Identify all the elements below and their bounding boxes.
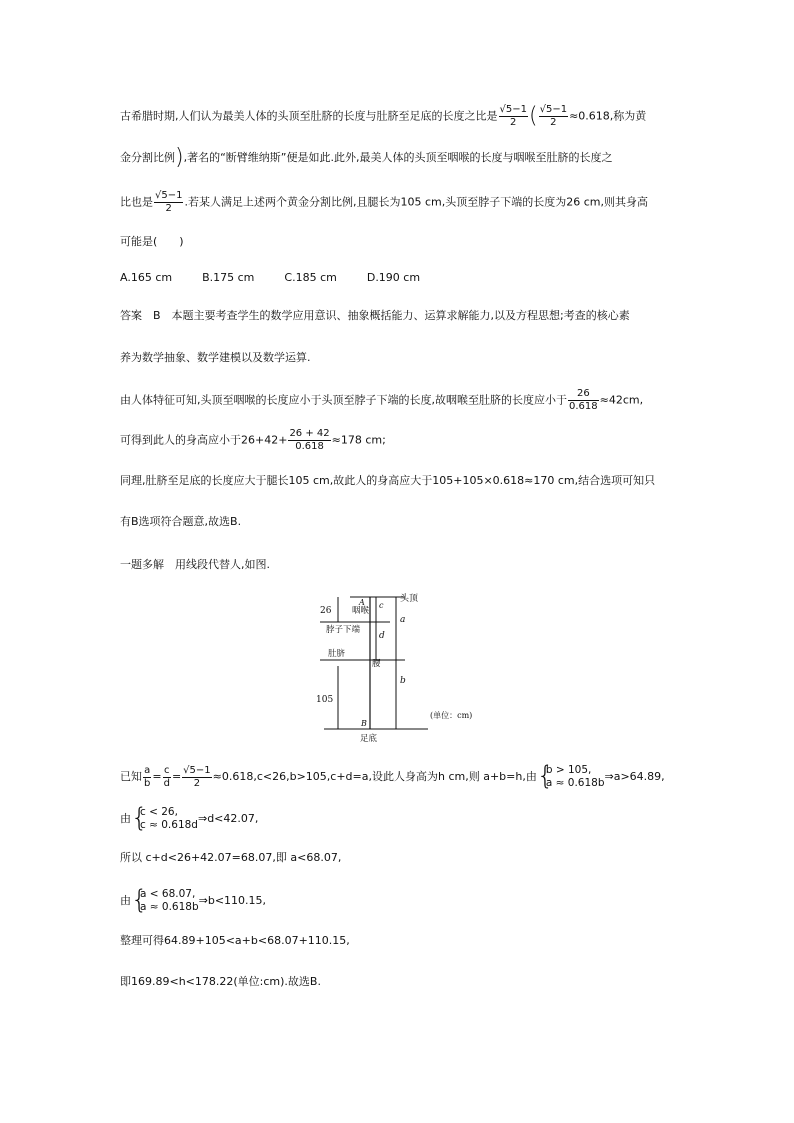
alt-line-1: 已知 $\frac{a}{b}$ = $\frac{c}{d}$ = $\frac{√5-1}{2}$ ≈0.618,c<26,b>105,c+d=a,设此人身高为h cm,则 a+b=h,由 { b > 105, a ≈ 0.618b ⇒a>64.89,: [120, 761, 665, 791]
label-sole: 足底: [360, 734, 378, 744]
label-b: b: [400, 676, 406, 686]
label-waist: 腰: [372, 659, 381, 669]
alt-line-2: 由 { c < 26, c ≈ 0.618d ⇒d<42.07,: [120, 803, 259, 833]
fraction: $\frac{√5-1}{2}$: [155, 190, 183, 214]
fraction: $\frac{c}{d}$: [163, 764, 170, 789]
alt-line-3: 所以 c+d<26+42.07=68.07,即 a<68.07,: [120, 851, 342, 864]
label-throat: 咽喉: [352, 606, 370, 616]
fraction: $\frac{√5-1}{2}$: [499, 104, 527, 128]
answer-line-2: 养为数学抽象、数学建模以及数学运算.: [120, 351, 311, 364]
alt-heading: 一题多解 用线段代替人,如图.: [120, 558, 270, 571]
equation-system: { a < 68.07, a ≈ 0.618b: [131, 885, 199, 915]
label-navel: 肚脐: [328, 649, 346, 659]
fraction: $\frac{√5-1}{2}$: [539, 104, 568, 128]
alt-line-6: 即169.89<h<178.22(单位:cm).故选B.: [120, 975, 321, 988]
option-a: A.165 cm: [120, 271, 173, 284]
label-neck: 脖子下端: [326, 625, 361, 635]
answer-line-5: 同理,肚脐至足底的长度应大于腿长105 cm,故此人的身高应大于105+105×0.618≈170 cm,结合选项可知只: [120, 474, 656, 487]
fraction: $\frac{26}{0.618}$: [569, 388, 598, 412]
label-26: 26: [320, 606, 332, 616]
question-line-3: 比也是 $\frac{√5-1}{2}$ .若某人满足上述两个黄金分割比例,且腿长为105 cm,头顶至脖子下端的长度为26 cm,则其身高: [120, 190, 648, 214]
option-b: B.175 cm: [202, 271, 255, 284]
question-line-1: 古希腊时期,人们认为最美人体的头顶至肚脐的长度与肚脐至足底的长度之比是 $\frac{√5-1}{2}$ ( $\frac{√5-1}{2}$ ≈0.618,称为黄: [120, 103, 647, 129]
alt-line-5: 整理可得64.89+105<a+b<68.07+110.15,: [120, 934, 350, 947]
answer-line-1: 答案 B 本题主要考查学生的数学应用意识、抽象概括能力、运算求解能力,以及方程思想;考查的核心素: [120, 309, 630, 322]
label-B: B: [361, 719, 367, 728]
option-d: D.190 cm: [366, 271, 421, 284]
answer-line-3: 由人体特征可知,头顶至咽喉的长度应小于头顶至脖子下端的长度,故咽喉至肚脐的长度应小于 $\frac{26}{0.618}$ ≈42cm,: [120, 388, 644, 412]
alt-line-4: 由 { a < 68.07, a ≈ 0.618b ⇒b<110.15,: [120, 885, 267, 915]
label-d: d: [379, 631, 385, 641]
label-a: a: [400, 615, 406, 625]
question-line-4: 可能是( ): [120, 235, 184, 248]
equation-system: { c < 26, c ≈ 0.618d: [131, 803, 198, 833]
label-top: 头顶: [400, 594, 419, 604]
body-segment-figure: [310, 586, 510, 746]
label-A: A: [359, 598, 365, 607]
answer-line-6: 有B选项符合题意,故选B.: [120, 515, 242, 528]
question-line-2: 金分割比例),著名的“断臂维纳斯”便是如此.此外,最美人体的头顶至咽喉的长度与咽喉至肚脐的长度之: [120, 145, 613, 170]
answer-line-4: 可得到此人的身高应小于26+42+ $\frac{26 + 42}{0.618}$ ≈178 cm;: [120, 428, 386, 452]
fraction: $\frac{√5-1}{2}$: [183, 764, 211, 789]
options: [120, 270, 450, 286]
label-c: c: [379, 601, 384, 610]
equation-system: { b > 105, a ≈ 0.618b: [536, 761, 605, 791]
label-unit: (单位：cm): [430, 711, 473, 720]
option-c: C.185 cm: [284, 271, 337, 284]
label-105: 105: [316, 695, 334, 705]
fraction: $\frac{a}{b}$: [144, 764, 151, 789]
fraction: $\frac{26 + 42}{0.618}$: [289, 428, 330, 452]
